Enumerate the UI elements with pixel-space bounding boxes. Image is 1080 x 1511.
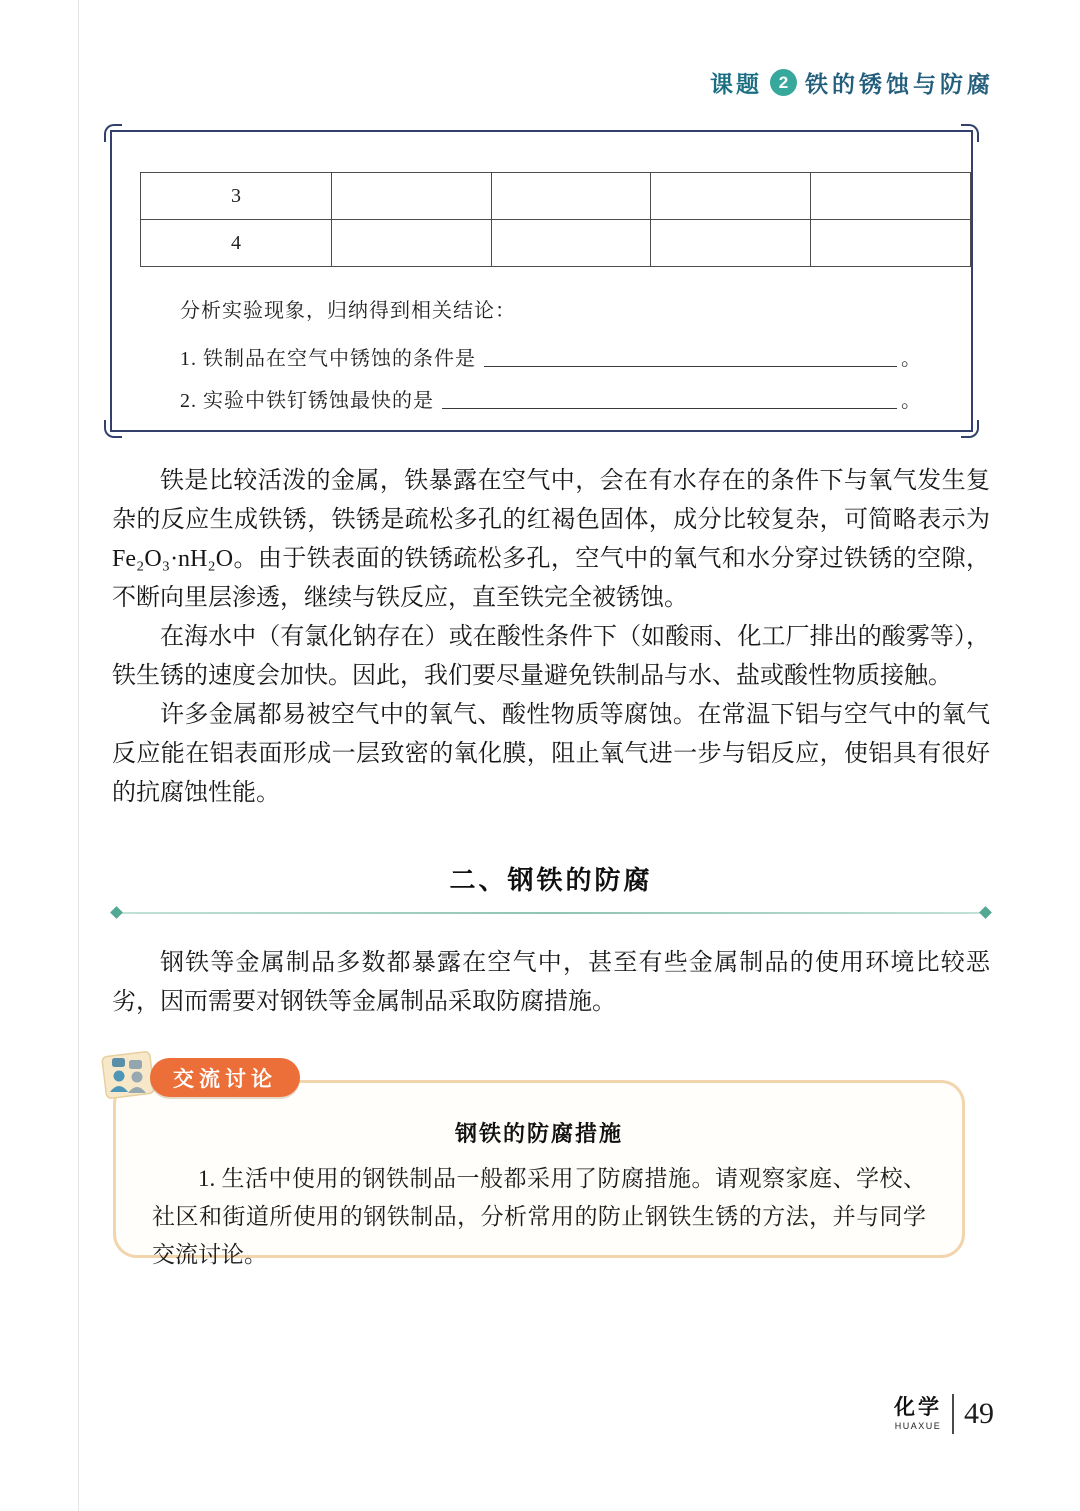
table-cell xyxy=(651,173,811,220)
table-cell xyxy=(491,220,651,267)
topic-label: 课题 xyxy=(710,71,762,97)
conclusion-period: 。 xyxy=(901,390,921,412)
page-footer xyxy=(894,1394,994,1434)
subject-romanization: HUAXUE xyxy=(894,1421,942,1431)
table-cell xyxy=(811,173,971,220)
footer-divider xyxy=(952,1394,954,1434)
page-edge-line xyxy=(78,0,79,1511)
section-divider xyxy=(112,908,990,917)
page-number: 49 xyxy=(964,1397,994,1430)
subject-block xyxy=(894,1397,942,1431)
table-row xyxy=(141,220,971,267)
row-number-cell: 3 xyxy=(141,173,332,220)
conclusion-intro: 分析实验现象，归纳得到相关结论： xyxy=(180,300,516,322)
frame-corner-top-left-icon xyxy=(104,124,122,142)
conclusion-text: 1. 铁制品在空气中锈蚀的条件是 xyxy=(180,348,476,370)
diamond-icon xyxy=(110,906,123,919)
section-paragraph: 钢铁等金属制品多数都暴露在空气中，甚至有些金属制品的使用环境比较恶劣，因而需要对钢铁等金属制品采取防腐措施。 xyxy=(112,950,990,1015)
diamond-icon xyxy=(979,906,992,919)
conclusion-period: 。 xyxy=(901,348,921,370)
conclusion-text: 2. 实验中铁钉锈蚀最快的是 xyxy=(180,390,434,412)
table-cell xyxy=(331,173,491,220)
discussion-box xyxy=(113,1080,965,1267)
paragraph-rust-acceleration: 在海水中（有氯化钠存在）或在酸性条件下（如酸雨、化工厂排出的酸雾等），铁生锈的速度会加快。因此，我们要尽量避免铁制品与水、盐或酸性物质接触。 xyxy=(112,624,990,689)
table-row xyxy=(141,173,971,220)
paragraph-rust-formation: 铁是比较活泼的金属，铁暴露在空气中，会在有水存在的条件下与氧气发生复杂的反应生成铁锈，铁锈是疏松多孔的红褐色固体，成分比较复杂，可简略表示为Fe₂O₃·nH₂O。由于铁表面的铁锈疏松多孔，空气中的氧气和水分穿过铁锈的空隙，不断向里层渗透，继续与铁反应，直至铁完全被锈蚀。 xyxy=(112,468,990,611)
row-number-cell: 4 xyxy=(141,220,332,267)
subject-name: 化学 xyxy=(894,1396,942,1419)
topic-title: 铁的锈蚀与防腐 xyxy=(805,71,994,97)
frame-corner-top-right-icon xyxy=(961,124,979,142)
topic-number-badge: 2 xyxy=(770,69,797,96)
fill-in-blank-line xyxy=(442,389,897,409)
paragraph-aluminum-oxide: 许多金属都易被空气中的氧气、酸性物质等腐蚀。在常温下铝与空气中的氧气反应能在铝表面形成一层致密的氧化膜，阻止氧气进一步与铝反应，使铝具有很好的抗腐蚀性能。 xyxy=(112,702,990,806)
discussion-title: 钢铁的防腐措施 xyxy=(454,1121,623,1146)
fill-in-blank-line xyxy=(484,347,897,367)
divider-line xyxy=(121,912,981,914)
frame-corner-bottom-left-icon xyxy=(104,420,122,438)
experiment-table xyxy=(140,172,971,267)
section-heading: 二、钢铁的防腐 xyxy=(449,865,653,895)
discussion-people-icon xyxy=(100,1048,156,1105)
table-cell xyxy=(811,220,971,267)
discussion-paragraph: 1. 生活中使用的钢铁制品一般都采用了防腐措施。请观察家庭、学校、社区和街道所使用的钢铁制品，分析常用的防止钢铁生锈的方法，并与同学交流讨论。 xyxy=(152,1166,926,1267)
topic-header xyxy=(710,66,994,99)
discussion-badge: 交流讨论 xyxy=(150,1058,300,1097)
frame-corner-bottom-right-icon xyxy=(961,420,979,438)
table-cell xyxy=(651,220,811,267)
conclusion-item-1 xyxy=(180,342,921,371)
body-paragraphs xyxy=(112,462,990,813)
table-cell xyxy=(331,220,491,267)
table-cell xyxy=(491,173,651,220)
experiment-box xyxy=(110,130,973,432)
conclusion-item-2 xyxy=(180,384,921,413)
